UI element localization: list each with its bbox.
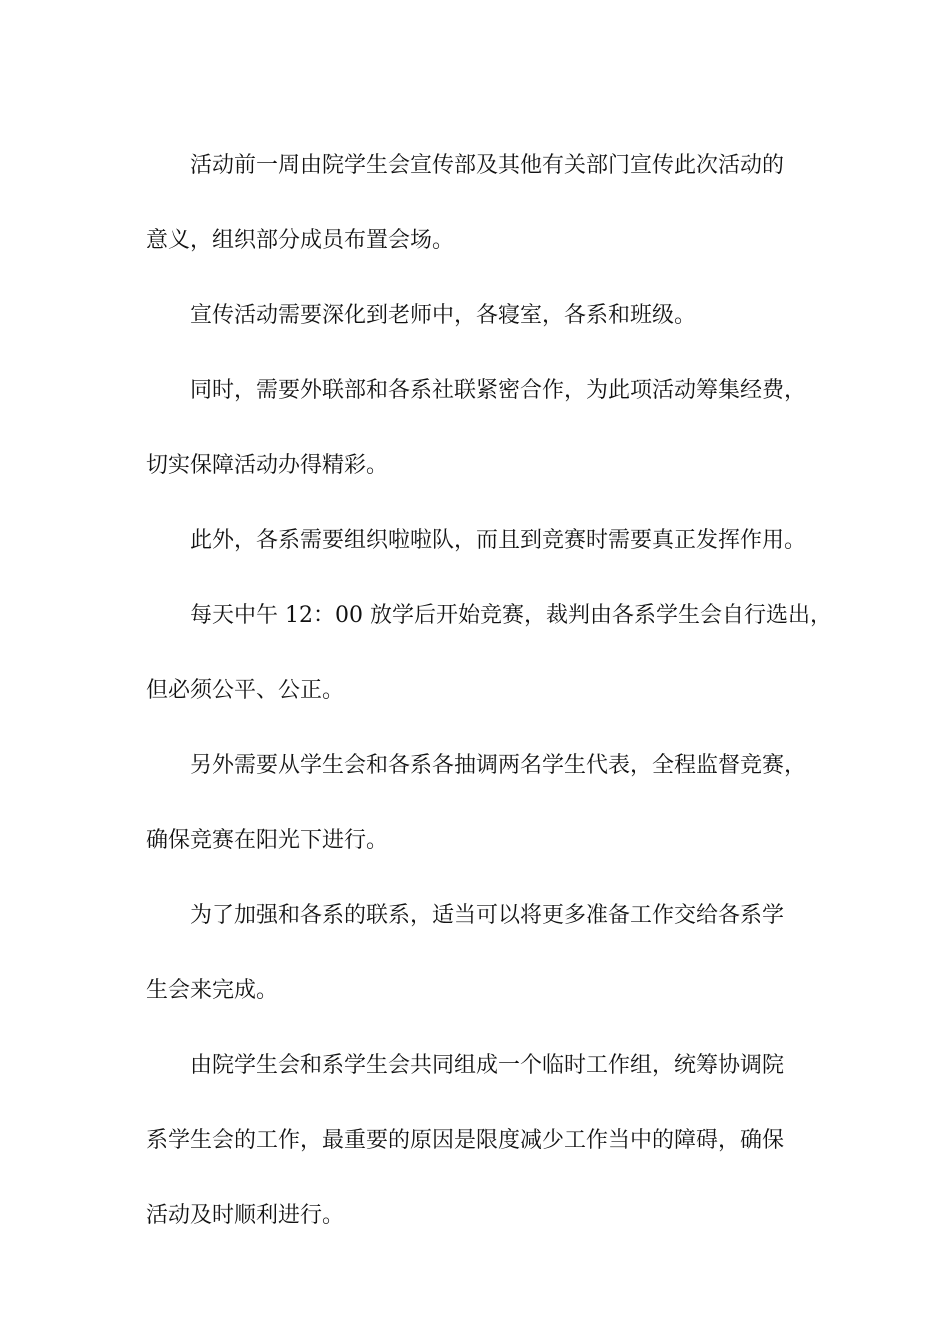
- paragraph-line: 意义，组织部分成员布置会场。: [146, 228, 455, 253]
- paragraph-line: 生会来完成。: [146, 978, 279, 1003]
- paragraph-3: [146, 353, 810, 503]
- paragraph-line: 活动及时顺利进行。: [146, 1203, 345, 1228]
- paragraph-line: 切实保障活动办得精彩。: [146, 453, 389, 478]
- paragraph-line: 确保竞赛在阳光下进行。: [146, 828, 389, 853]
- paragraph-1: [146, 128, 810, 278]
- document-body: [146, 128, 832, 1253]
- paragraph-line: 另外需要从学生会和各系各抽调两名学生代表，全程监督竞赛，: [190, 753, 807, 778]
- paragraph-2: [146, 278, 810, 353]
- paragraph-line: 每天中午 12：00 放学后开始竞赛，裁判由各系学生会自行选出，: [190, 603, 832, 628]
- paragraph-line: 此外，各系需要组织啦啦队，而且到竞赛时需要真正发挥作用。: [190, 528, 807, 553]
- paragraph-4: [146, 503, 810, 578]
- paragraph-line: 活动前一周由院学生会宣传部及其他有关部门宣传此次活动的: [190, 153, 785, 178]
- paragraph-6: [146, 728, 810, 878]
- paragraph-line: 但必须公平、公正。: [146, 678, 345, 703]
- paragraph-line: 为了加强和各系的联系，适当可以将更多准备工作交给各系学: [190, 903, 785, 928]
- paragraph-7: [146, 878, 810, 1028]
- paragraph-8: [146, 1028, 810, 1253]
- paragraph-line: 宣传活动需要深化到老师中，各寝室，各系和班级。: [190, 303, 697, 328]
- paragraph-line: 由院学生会和系学生会共同组成一个临时工作组，统筹协调院: [190, 1053, 785, 1078]
- paragraph-line: 同时，需要外联部和各系社联紧密合作，为此项活动筹集经费，: [190, 378, 807, 403]
- paragraph-5: [146, 578, 832, 728]
- paragraph-line: 系学生会的工作，最重要的原因是限度减少工作当中的障碍，确保: [146, 1128, 785, 1153]
